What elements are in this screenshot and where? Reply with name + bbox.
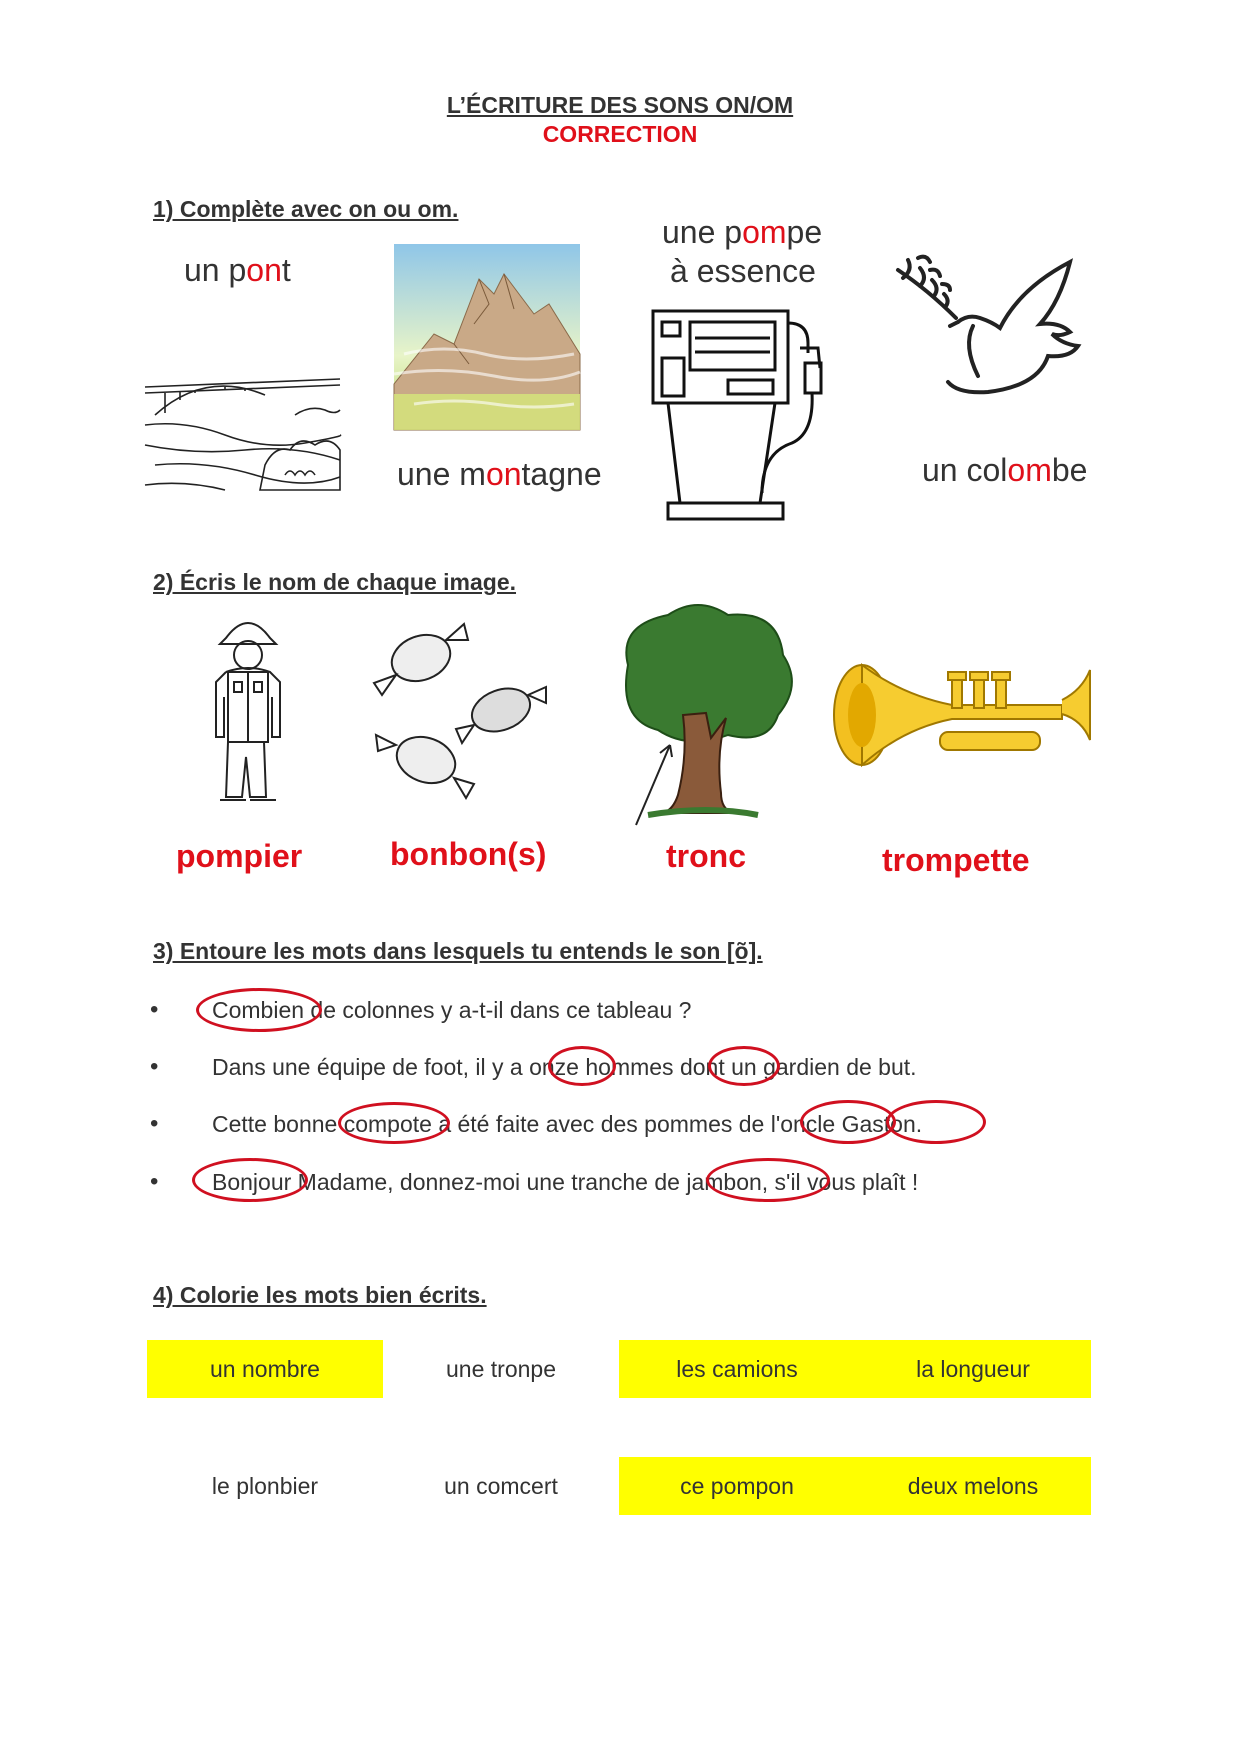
circle-mark: [886, 1100, 986, 1144]
word-montagne: une montagne: [397, 456, 602, 492]
mountain-icon: [394, 244, 580, 430]
sentence-4: Bonjour Madame, donnez-moi une tranche de jambon, s'il vous plaît !: [212, 1169, 919, 1195]
bullet: •: [150, 1053, 159, 1080]
exercise-2-heading: 2) Écris le nom de chaque image.: [153, 569, 517, 595]
bullet: •: [150, 1110, 159, 1137]
sentence-2: Dans une équipe de foot, il y a onze hommes dont un gardien de but.: [212, 1054, 917, 1080]
word-cell: un nombre: [147, 1340, 383, 1398]
exercise-4-heading: 4) Colorie les mots bien écrits.: [153, 1282, 487, 1308]
circle-mark: [196, 988, 322, 1032]
word-colombe: un colombe: [922, 452, 1088, 488]
answer-trompette: trompette: [882, 842, 1030, 878]
word-cell: un comcert: [444, 1472, 558, 1499]
answer-bonbons: bonbon(s): [390, 836, 547, 872]
word-cell: le plonbier: [211, 1472, 319, 1499]
sentence-3: Cette bonne compote a été faite avec des pommes de l'oncle Gaston.: [212, 1111, 923, 1137]
word-cell: une tronpe: [446, 1355, 556, 1382]
firefighter-icon: [198, 610, 298, 810]
word-cell: les camions: [619, 1340, 855, 1398]
bullet: •: [150, 1168, 159, 1195]
page-title: L’ÉCRITURE DES SONS ON/OM: [446, 92, 794, 118]
trumpet-icon: [832, 660, 1092, 780]
circle-mark: [338, 1102, 450, 1144]
bridge-icon: [145, 365, 340, 505]
gas-pump-icon: [650, 308, 830, 524]
exercise-3-heading: 3) Entoure les mots dans lesquels tu entends le son [õ].: [153, 938, 763, 964]
answer-pompier: pompier: [176, 838, 303, 874]
tree-icon: [608, 605, 798, 830]
exercise-1-heading: 1) Complète avec on ou om.: [153, 196, 459, 222]
circle-mark: [192, 1158, 308, 1202]
word-cell: ce pompon: [619, 1457, 855, 1515]
word-cell: la longueur: [855, 1340, 1091, 1398]
word-cell: deux melons: [855, 1457, 1091, 1515]
answer-tronc: tronc: [666, 838, 746, 874]
dove-icon: [898, 250, 1098, 410]
circle-mark: [548, 1046, 616, 1086]
word-pompe: une pompe: [662, 214, 823, 250]
word-a-essence: à essence: [670, 253, 816, 289]
circle-mark: [800, 1100, 896, 1144]
circle-mark: [706, 1158, 830, 1202]
word-pont: un pont: [184, 252, 291, 288]
candies-icon: [366, 620, 566, 805]
sentence-1: Combien de colonnes y a-t-il dans ce tableau ?: [212, 997, 692, 1023]
circle-mark: [708, 1046, 780, 1086]
bullet: •: [150, 996, 159, 1023]
page-subtitle: CORRECTION: [542, 121, 698, 147]
